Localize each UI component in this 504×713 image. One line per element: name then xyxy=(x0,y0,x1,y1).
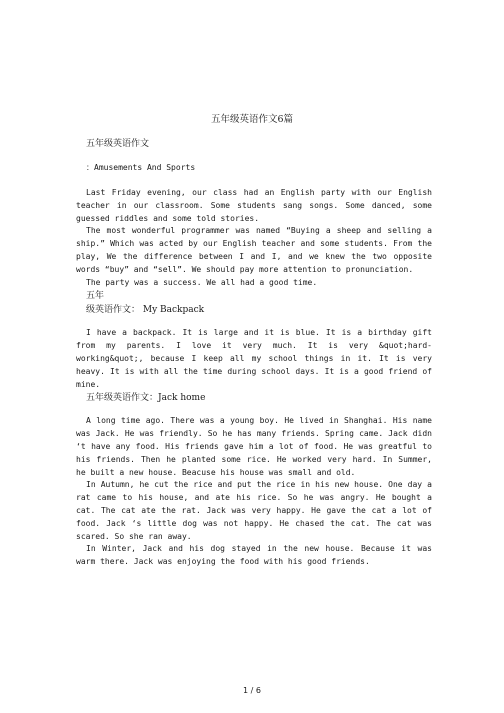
section-heading: 五年级英语作文 xyxy=(86,139,150,149)
page-number: 1 / 6 xyxy=(243,686,261,695)
paragraph: I have a backpack. It is large and it is blue. It is a birthday gift from my parents. I love it very much. It is very &quot;hard-working&quot;, because I keep all my school things in it. It is very heavy. It is with all the time during school days. It is a good friend of mine. xyxy=(76,328,432,389)
document-title: 五年级英语作文6篇 xyxy=(210,114,294,125)
section-subheading: 级英语作文： My Backpack xyxy=(86,305,205,316)
paragraph: The party was a success. We all had a good time. xyxy=(86,277,318,287)
paragraph: A long time ago. There was a young boy. He lived in Shanghai. His name was Jack. He was friendly. So he has many friends. Spring came. Jack didn ‘t have any food. His friends gave him a lot of food. He was greatful to his friends. Then he planted some rice. He worked very hard. In Summer, he built a new house. Beacuse his house was small and old. xyxy=(76,416,432,477)
paragraph: In Winter, Jack and his dog stayed in the new house. Because it was warm there. Jack was enjoying the food with his good friends. xyxy=(76,544,432,567)
section-heading: 五年 xyxy=(86,291,105,302)
paragraph: Last Friday evening, our class had an English party with our English teacher in our classroom. Some students sang songs. Some danced, some guessed riddles and some told stories. xyxy=(76,188,432,223)
paragraph: The most wonderful programmer was named “Buying a sheep and selling a ship.” Which was acted by our English teacher and some students. From the play, We the difference between I and I, and we knew the two opposite words “buy” and “sell”. We should pay more attention to pronunciation. xyxy=(76,226,432,274)
section-subheading: ：Amusements And Sports xyxy=(86,163,196,172)
paragraph: In Autumn, he cut the rice and put the rice in his new house. One day a rat came to his house, and ate his rice. So he was angry. He bought a cat. The cat ate the rat. Jack was very happy. He gave the cat a lot of food. Jack ‘s little dog was not happy. He chased the cat. The cat was scared. So she ran away. xyxy=(76,480,432,541)
section-heading: 五年级英语作文：Jack home xyxy=(86,393,206,404)
document-body xyxy=(76,137,432,569)
